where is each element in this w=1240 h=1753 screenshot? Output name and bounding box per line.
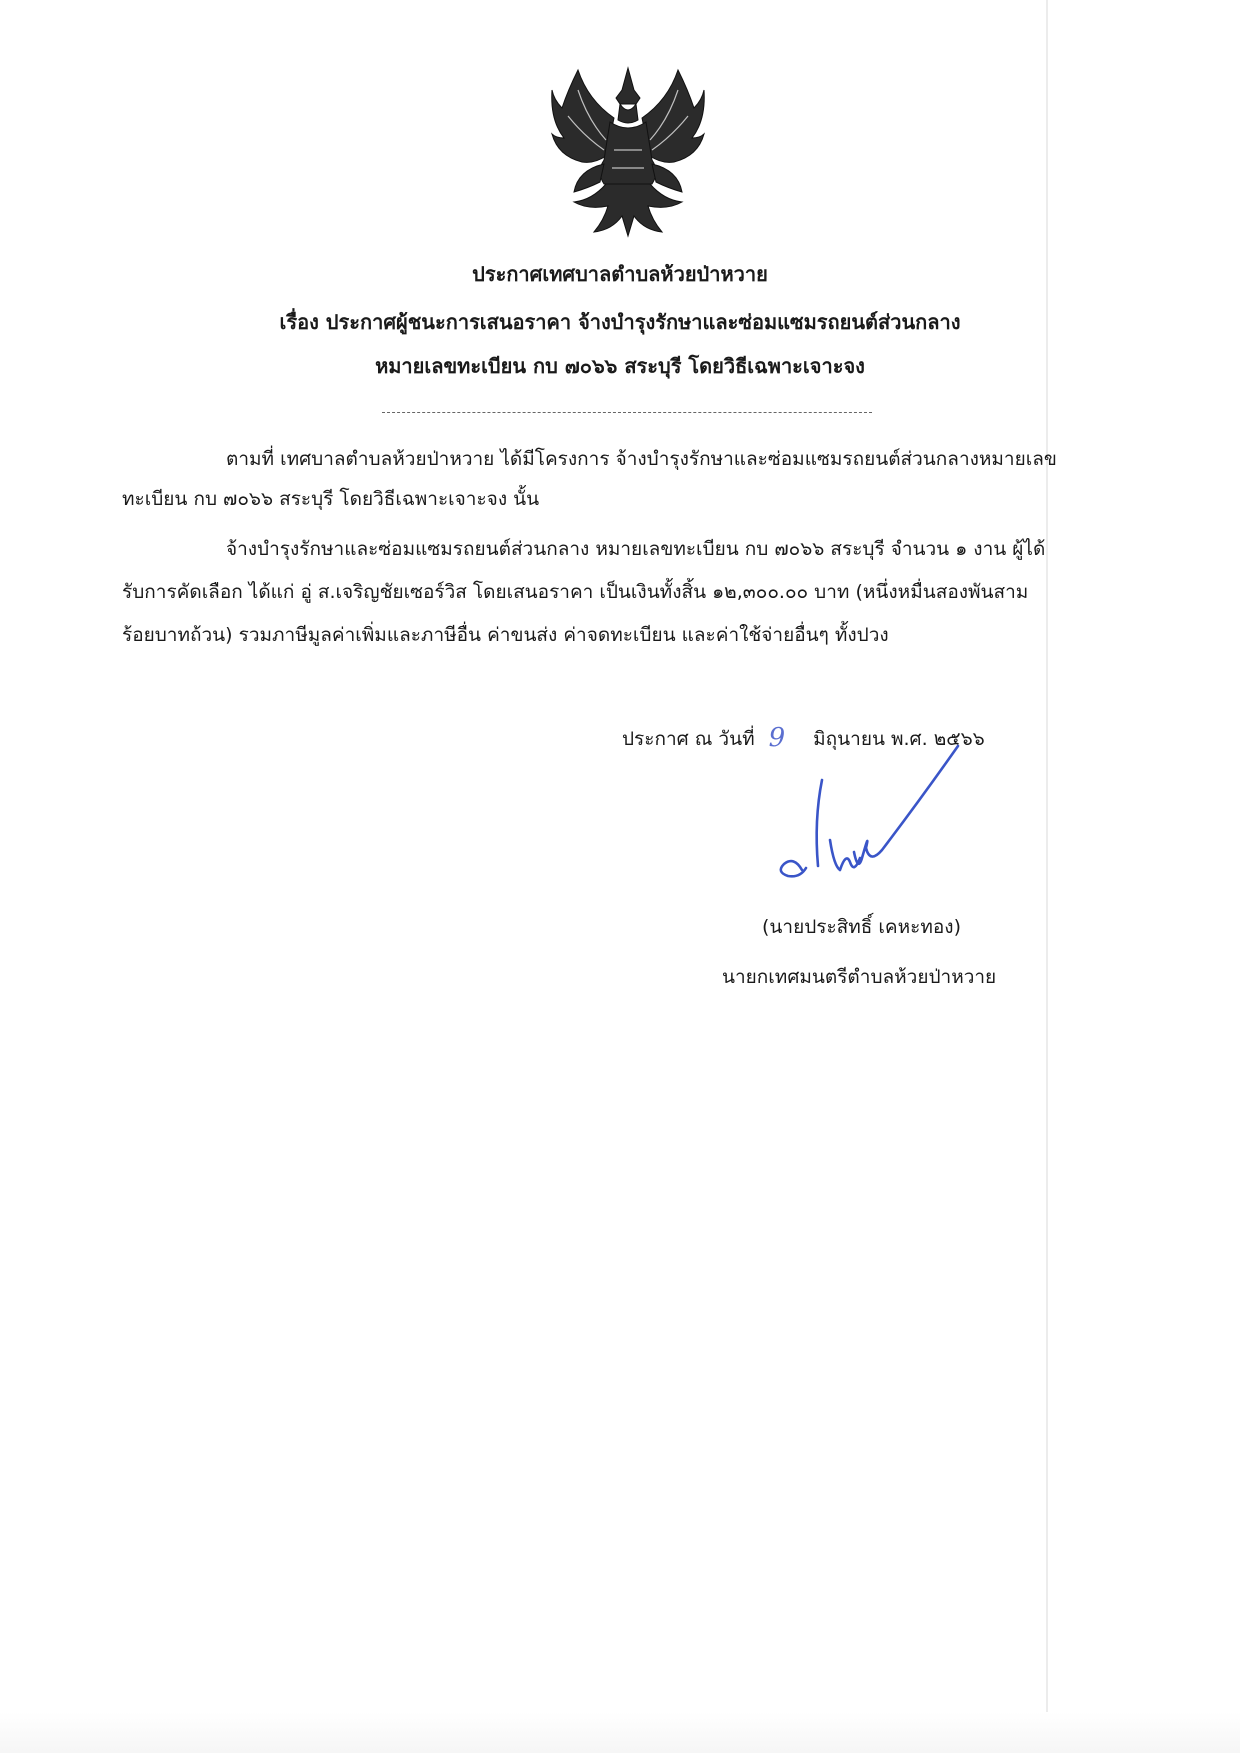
paragraph-1-line-1: ตามที่ เทศบาลตำบลห้วยป่าหวาย ได้มีโครงการ จ้างบำรุงรักษาและซ่อมแซมรถยนต์ส่วนกลางหมายเลข [226, 448, 1057, 470]
paragraph-2-line-2: รับการคัดเลือก ได้แก่ อู่ ส.เจริญชัยเซอร์วิส โดยเสนอราคา เป็นเงินทั้งสิ้น ๑๒,๓๐๐.๐๐ บาท (หนึ่งหมื่นสองพันสาม [122, 581, 1029, 603]
announcement-subject: เรื่อง ประกาศผู้ชนะการเสนอราคา จ้างบำรุงรักษาและซ่อมแซมรถยนต์ส่วนกลาง [279, 310, 961, 334]
paragraph-2-line-3: ร้อยบาทถ้วน) รวมภาษีมูลค่าเพิ่มและภาษีอื่น ค่าขนส่ง ค่าจดทะเบียน และค่าใช้จ่ายอื่นๆ ทั้งปวง [122, 624, 889, 646]
signatory-name: (นายประสิทธิ์ เคหะทอง) [762, 916, 961, 938]
date-prefix: ประกาศ ณ วันที่ [622, 728, 755, 750]
announcement-subject-continued: หมายเลขทะเบียน กบ ๗๐๖๖ สระบุรี โดยวิธีเฉพาะเจาะจง [375, 354, 865, 378]
paragraph-1-line-2: ทะเบียน กบ ๗๐๖๖ สระบุรี โดยวิธีเฉพาะเจาะจง นั้น [122, 488, 540, 510]
handwritten-day: 9 [768, 723, 786, 753]
handwritten-signature [770, 740, 970, 910]
garuda-emblem-icon [548, 60, 708, 245]
header-divider [382, 412, 872, 413]
scan-bottom-shadow [0, 1712, 1240, 1753]
announcement-title: ประกาศเทศบาลตำบลห้วยป่าหวาย [472, 262, 768, 286]
signatory-title: นายกเทศมนตรีตำบลห้วยป่าหวาย [722, 966, 997, 988]
date-month-year: มิถุนายน พ.ศ. ๒๕๖๖ [813, 728, 985, 750]
paragraph-2-line-1: จ้างบำรุงรักษาและซ่อมแซมรถยนต์ส่วนกลาง หมายเลขทะเบียน กบ ๗๐๖๖ สระบุรี จำนวน ๑ งาน ผู้ได้ [226, 538, 1046, 560]
